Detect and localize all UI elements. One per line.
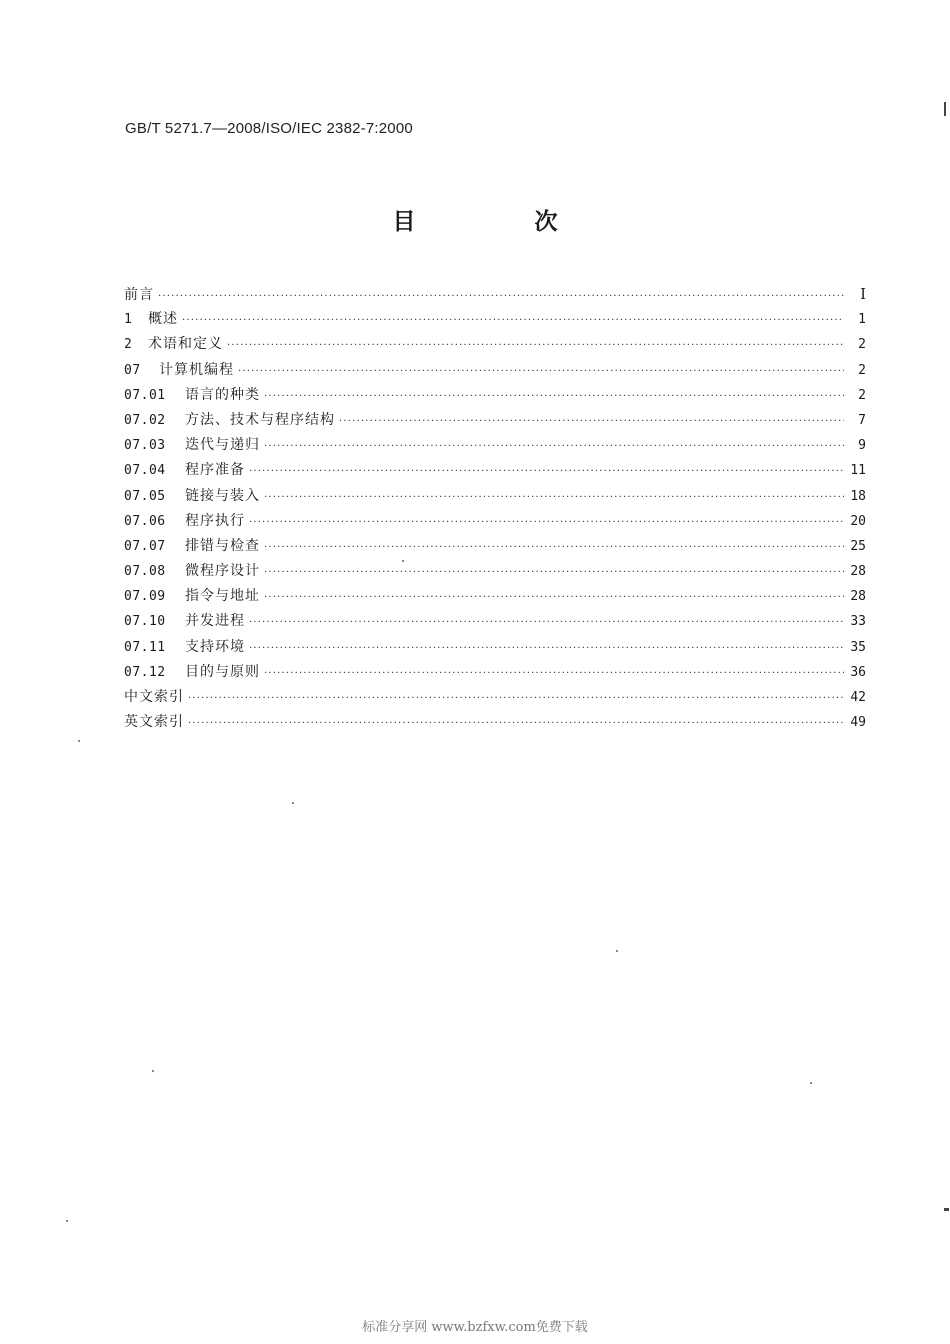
toc-entry-number: 07.10 — [124, 614, 166, 630]
toc-leader-dots — [264, 535, 844, 560]
scan-speck — [810, 1082, 812, 1084]
toc-entry-07-11[interactable] — [124, 635, 866, 660]
toc-entry-number: 2 — [124, 337, 133, 353]
toc-leader-dots — [249, 459, 844, 484]
toc-entry-page: 28 — [850, 589, 866, 605]
scan-speck — [402, 560, 404, 562]
scan-edge-mark — [944, 1208, 949, 1211]
scan-speck — [66, 1220, 68, 1222]
toc-entry-page: 11 — [850, 463, 866, 479]
watermark-footer: 标准分享网 www.bzfxw.com免费下载 — [362, 1320, 588, 1335]
toc-entry-page: I — [860, 285, 866, 303]
table-of-contents — [124, 282, 866, 735]
toc-entry-label: 术语和定义 — [148, 336, 223, 353]
toc-entry-label: 支持环境 — [185, 638, 245, 655]
toc-entry-number: 07 — [124, 362, 141, 378]
toc-leader-dots — [264, 434, 844, 459]
toc-entry-page: 18 — [850, 488, 866, 504]
toc-entry-07-08[interactable] — [124, 559, 866, 584]
toc-entry-page: 33 — [850, 614, 866, 630]
toc-entry-page: 36 — [850, 664, 866, 680]
toc-leader-dots — [249, 610, 844, 635]
toc-entry-chinese-index[interactable] — [124, 685, 866, 710]
toc-entry-page: 20 — [850, 513, 866, 529]
toc-entry-label: 排错与检查 — [185, 537, 260, 554]
toc-entry-1[interactable] — [124, 307, 866, 332]
toc-entry-label: 计算机编程 — [159, 361, 234, 378]
toc-leader-dots — [158, 284, 844, 309]
page-title: 目 次 — [392, 209, 606, 235]
scan-edge-mark — [944, 102, 946, 116]
toc-entry-page: 25 — [850, 538, 866, 554]
toc-entry-number: 07.12 — [124, 664, 166, 680]
toc-entry-07-09[interactable] — [124, 584, 866, 609]
toc-entry-number: 07.02 — [124, 412, 166, 428]
toc-entry-number: 07.09 — [124, 589, 166, 605]
toc-entry-07-06[interactable] — [124, 509, 866, 534]
toc-entry-07-12[interactable] — [124, 660, 866, 685]
toc-entry-page: 2 — [858, 387, 866, 403]
toc-entry-page: 28 — [850, 564, 866, 580]
toc-entry-english-index[interactable] — [124, 710, 866, 735]
standard-code-header: GB/T 5271.7—2008/ISO/IEC 2382-7:2000 — [125, 120, 413, 137]
scan-speck — [152, 1070, 154, 1072]
toc-entry-page: 42 — [850, 690, 866, 705]
toc-entry-07-07[interactable] — [124, 534, 866, 559]
toc-entry-07-01[interactable] — [124, 383, 866, 408]
toc-leader-dots — [264, 661, 844, 686]
toc-entry-label: 并发进程 — [185, 613, 245, 630]
scan-speck — [78, 740, 80, 742]
scan-speck — [292, 802, 294, 804]
toc-entry-07-04[interactable] — [124, 458, 866, 483]
toc-leader-dots — [188, 711, 844, 736]
toc-entry-page: 7 — [858, 412, 866, 428]
toc-entry-page: 1 — [858, 312, 866, 328]
toc-entry-07-10[interactable] — [124, 609, 866, 634]
toc-entry-label: 概述 — [148, 311, 178, 328]
toc-entry-number: 07.01 — [124, 387, 166, 403]
toc-entry-label: 目的与原则 — [185, 663, 260, 680]
toc-entry-page: 9 — [858, 438, 866, 454]
toc-entry-number: 1 — [124, 312, 133, 328]
toc-leader-dots — [249, 510, 844, 535]
toc-entry-label: 程序执行 — [185, 512, 245, 529]
toc-leader-dots — [227, 333, 844, 358]
toc-entry-number: 07.06 — [124, 513, 166, 529]
toc-entry-page: 35 — [850, 639, 866, 655]
toc-entry-label: 方法、技术与程序结构 — [185, 411, 335, 428]
toc-entry-number: 07.05 — [124, 488, 166, 504]
toc-leader-dots — [182, 308, 844, 333]
toc-entry-number: 07.08 — [124, 564, 166, 580]
toc-leader-dots — [339, 409, 844, 434]
toc-leader-dots — [249, 636, 844, 661]
toc-entry-label: 迭代与递归 — [185, 437, 260, 454]
toc-entry-07-05[interactable] — [124, 484, 866, 509]
toc-entry-label: 微程序设计 — [185, 563, 260, 580]
toc-entry-number: 07.07 — [124, 538, 166, 554]
toc-entry-07[interactable] — [124, 358, 866, 383]
toc-entry-label: 中文索引 — [124, 689, 184, 705]
toc-entry-label: 指令与地址 — [185, 588, 260, 605]
toc-leader-dots — [264, 560, 844, 585]
toc-entry-page: 49 — [850, 715, 866, 731]
toc-entry-page: 2 — [858, 337, 866, 353]
toc-leader-dots — [264, 485, 844, 510]
toc-entry-label: 语言的种类 — [185, 386, 260, 403]
toc-entry-label: 前言 — [124, 287, 154, 303]
toc-leader-dots — [238, 359, 844, 384]
toc-entry-number: 07.04 — [124, 463, 166, 479]
toc-entry-07-03[interactable] — [124, 433, 866, 458]
toc-entry-page: 2 — [858, 362, 866, 378]
toc-entry-foreword[interactable] — [124, 282, 866, 307]
toc-entry-number: 07.03 — [124, 438, 166, 454]
toc-entry-07-02[interactable] — [124, 408, 866, 433]
toc-leader-dots — [264, 384, 844, 409]
toc-leader-dots — [264, 585, 844, 610]
scan-speck — [616, 950, 618, 952]
toc-entry-label: 英文索引 — [124, 714, 184, 731]
toc-entry-2[interactable] — [124, 332, 866, 357]
toc-entry-label: 链接与装入 — [185, 487, 260, 504]
toc-entry-number: 07.11 — [124, 639, 166, 655]
toc-leader-dots — [188, 686, 844, 711]
toc-entry-label: 程序准备 — [185, 462, 245, 479]
